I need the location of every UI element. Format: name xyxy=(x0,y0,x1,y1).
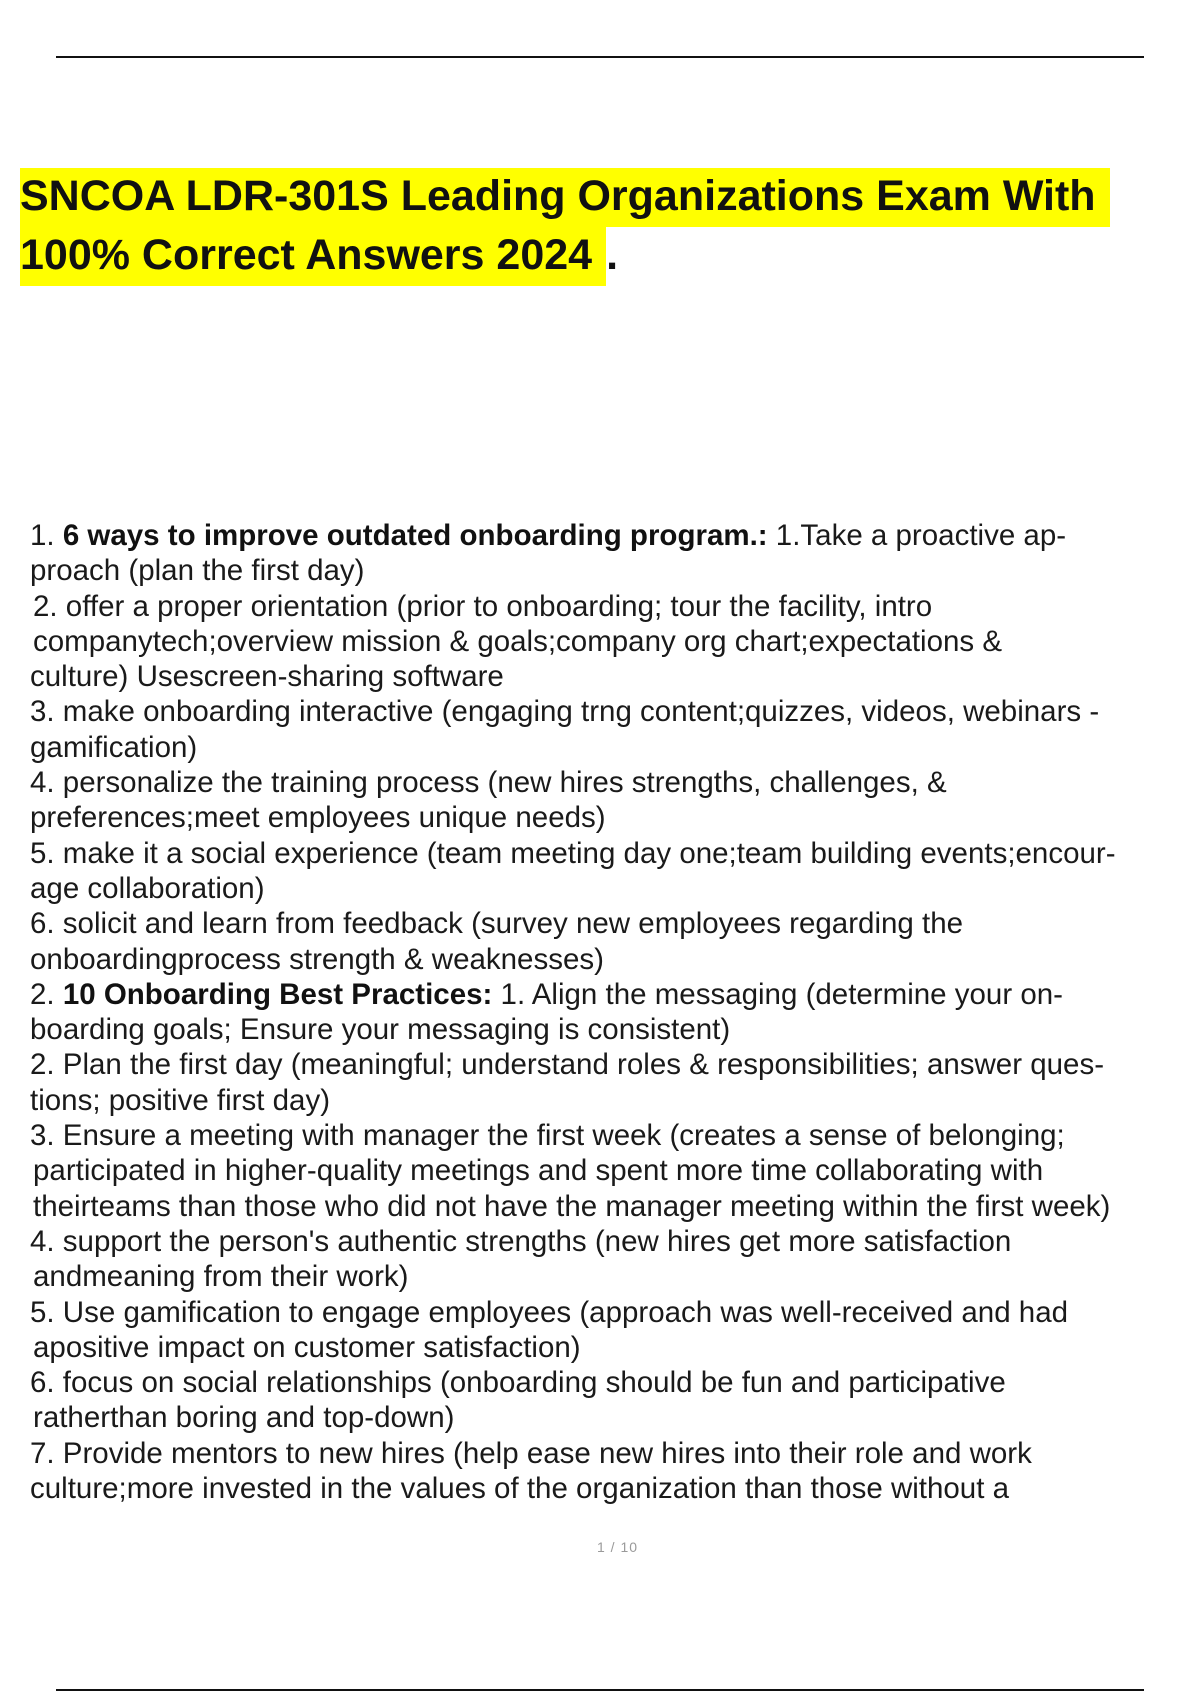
question-number: 1. xyxy=(30,519,63,552)
text-line: 5. Use gamification to engage employees (approach was well-received and had xyxy=(30,1295,1069,1329)
text-line xyxy=(30,518,1180,553)
text-line xyxy=(30,977,1180,1012)
text-line: 3. make onboarding interactive (engaging trng content;quizzes, videos, webinars - xyxy=(30,695,1100,729)
text-line: culture) Usescreen-sharing software xyxy=(30,660,504,694)
text-line: 4. personalize the training process (new hires strengths, challenges, & xyxy=(30,766,947,800)
answer-text: 1. Align the messaging (determine your on- xyxy=(492,977,1063,1011)
text-line: ratherthan boring and top-down) xyxy=(33,1401,455,1435)
document-title xyxy=(20,168,1110,286)
text-line: gamification) xyxy=(30,730,198,764)
text-line: 6. focus on social relationships (onboarding should be fun and participative xyxy=(30,1366,1006,1400)
text-line: culture;more invested in the values of the organization than those without a xyxy=(30,1472,1010,1506)
text-line: apositive impact on customer satisfaction) xyxy=(33,1330,581,1364)
text-line: companytech;overview mission & goals;company org chart;expectations & xyxy=(33,624,1003,658)
question-prompt: 6 ways to improve outdated onboarding program.: xyxy=(62,519,768,552)
bottom-rule xyxy=(56,1689,1144,1691)
text-line: preferences;meet employees unique needs) xyxy=(30,801,606,835)
text-line: onboardingprocess strength & weaknesses) xyxy=(30,942,604,976)
page-indicator: 1 / 10 xyxy=(596,1539,639,1555)
title-period: . xyxy=(606,231,619,279)
text-line: 3. Ensure a meeting with manager the first week (creates a sense of belonging; xyxy=(30,1119,1065,1153)
question-prompt: 10 Onboarding Best Practices: xyxy=(62,977,493,1011)
text-line: 7. Provide mentors to new hires (help ease new hires into their role and work xyxy=(30,1436,1032,1470)
text-line: age collaboration) xyxy=(30,871,265,905)
title-highlight-line-2: 100% Correct Answers 2024 xyxy=(20,227,606,286)
text-line: andmeaning from their work) xyxy=(33,1260,409,1294)
text-line: 2. offer a proper orientation (prior to onboarding; tour the facility, intro xyxy=(33,589,933,623)
text-line: 2. Plan the first day (meaningful; understand roles & responsibilities; answer ques- xyxy=(30,1048,1105,1082)
text-line: tions; positive first day) xyxy=(30,1083,331,1117)
text-line: proach (plan the first day) xyxy=(30,554,365,588)
title-highlight-line-1: SNCOA LDR-301S Leading Organizations Exam With xyxy=(20,168,1110,227)
text-line: theirteams than those who did not have the manager meeting within the first week) xyxy=(33,1189,1111,1223)
text-line: 4. support the person's authentic strengths (new hires get more satisfaction xyxy=(30,1224,1012,1258)
top-rule xyxy=(56,56,1144,58)
answer-text: 1.Take a proactive ap- xyxy=(767,519,1067,552)
exam-content xyxy=(30,518,1180,1506)
text-line: 6. solicit and learn from feedback (survey new employees regarding the xyxy=(30,907,964,941)
text-line: 5. make it a social experience (team meeting day one;team building events;encour- xyxy=(30,836,1116,870)
text-line: boarding goals; Ensure your messaging is consistent) xyxy=(30,1013,731,1047)
question-number: 2. xyxy=(30,977,63,1011)
text-line: participated in higher-quality meetings and spent more time collaborating with xyxy=(33,1154,1044,1188)
